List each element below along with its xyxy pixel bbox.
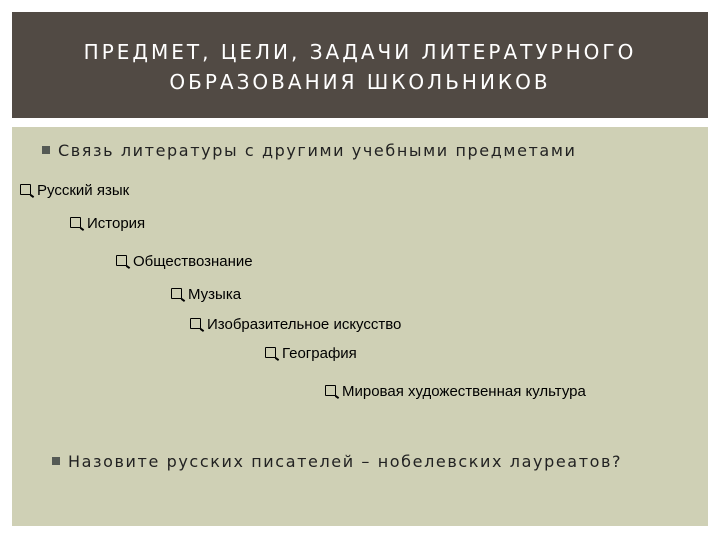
heading-bullet [42, 141, 577, 160]
subject-label: География [282, 345, 357, 362]
heading-text: Связь литературы с другими учебными предметами [58, 141, 577, 160]
checkbox-bullet-icon [20, 184, 31, 195]
content-area [12, 127, 708, 526]
square-bullet-icon [52, 457, 60, 465]
checkbox-bullet-icon [265, 347, 276, 358]
subject-item [116, 253, 253, 270]
checkbox-bullet-icon [190, 318, 201, 329]
subject-item [265, 345, 357, 362]
question-text: Назовите русских писателей – нобелевских лауреатов? [68, 452, 623, 471]
checkbox-bullet-icon [171, 288, 182, 299]
subject-label: Музыка [188, 286, 242, 303]
slide-title-line-2: ОБРАЗОВАНИЯ ШКОЛЬНИКОВ [169, 70, 551, 94]
subject-label: Русский язык [37, 182, 130, 199]
subject-item [325, 383, 586, 400]
subject-label: История [87, 215, 146, 232]
checkbox-bullet-icon [70, 217, 81, 228]
square-bullet-icon [42, 146, 50, 154]
subject-item [190, 316, 401, 333]
subject-label: Мировая художественная культура [342, 383, 586, 400]
slide-title-line-1: ПРЕДМЕТ, ЦЕЛИ, ЗАДАЧИ ЛИТЕРАТУРНОГО [83, 40, 637, 64]
checkbox-bullet-icon [325, 385, 336, 396]
checkbox-bullet-icon [116, 255, 127, 266]
subject-item [20, 182, 129, 199]
title-banner [12, 12, 708, 118]
subject-item [171, 286, 241, 303]
question-bullet [52, 452, 622, 471]
subject-label: Обществознание [133, 253, 253, 270]
subject-item [70, 215, 145, 232]
subject-label: Изобразительное искусство [207, 316, 402, 333]
